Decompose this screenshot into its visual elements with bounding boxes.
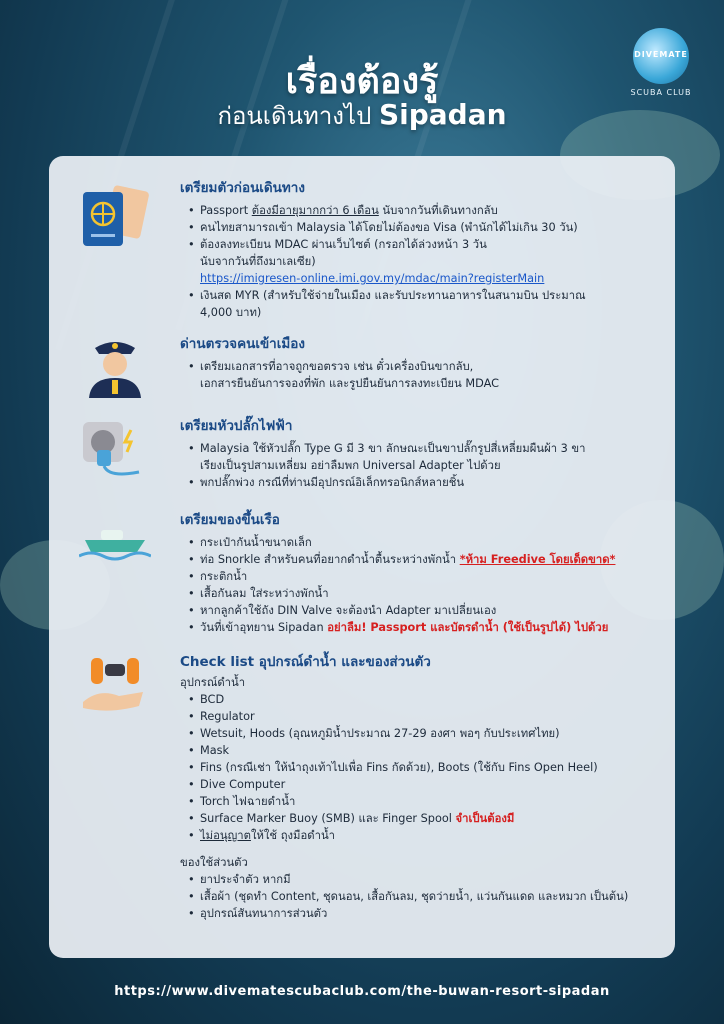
- personal-heading: ของใช้ส่วนตัว: [180, 856, 248, 869]
- list-item: • Dive Computer: [180, 776, 655, 793]
- list-item: • Regulator: [180, 708, 655, 725]
- list-item: [180, 619, 653, 636]
- section-plug-body: [180, 414, 653, 491]
- power-plug-icon: [79, 418, 151, 482]
- underlined-text: ไม่อนุญาต: [200, 829, 251, 842]
- speedboat-icon: [79, 510, 151, 574]
- mdac-link[interactable]: https://imigresen-online.imi.gov.my/mdac/main?registerMain: [200, 272, 545, 285]
- section-immigration-body: [180, 332, 653, 392]
- list-item: • Torch ไฟฉายดำน้ำ: [180, 793, 655, 810]
- list-item: • เสื้อผ้า (ชุดทำ Content, ชุดนอน, เสื้อกันลม, ชุดว่ายน้ำ, แว่นกันแดด และหมวก เป็นต้น): [180, 888, 655, 905]
- underlined-text: ต้องมีอายุมากกว่า 6 เดือน: [251, 204, 379, 217]
- list-item: [180, 202, 653, 219]
- text: • เงินสด MYR (สำหรับใช้จ่ายในเมือง และรับประทานอาหารในสนามบิน ประมาณ: [200, 289, 586, 302]
- section-checklist-body: [180, 650, 653, 676]
- section-title: เตรียมหัวปลั๊กไฟฟ้า: [180, 418, 293, 434]
- list-item: • อุปกรณ์สันทนาการส่วนตัว: [180, 905, 655, 922]
- logo-subtitle: SCUBA CLUB: [630, 88, 692, 97]
- text: 4,000 บาท): [200, 306, 262, 319]
- list-item: • กระเป๋ากันน้ำขนาดเล็ก: [180, 534, 653, 551]
- section-title: เตรียมของขึ้นเรือ: [180, 512, 280, 528]
- section-boat-body: [180, 508, 653, 636]
- text: เอกสารยืนยันการจองที่พัก และรูปยืนยันการลงทะเบียน MDAC: [200, 377, 499, 390]
- text: ให้ใช้ ถุงมือดำน้ำ: [250, 829, 336, 842]
- footer-url[interactable]: https://www.divematescubaclub.com/the-buwan-resort-sipadan: [114, 984, 610, 999]
- list-item: • BCD: [180, 691, 655, 708]
- subtitle-prefix: ก่อนเดินทางไป: [217, 102, 372, 130]
- section-title: Check list อุปกรณ์ดำน้ำ และของส่วนตัว: [180, 654, 431, 670]
- list-item: [180, 827, 655, 844]
- section-title: เตรียมตัวก่อนเดินทาง: [180, 180, 305, 196]
- list-item: • เสื้อกันลม ใส่ระหว่างพักน้ำ: [180, 585, 653, 602]
- warning-text: อย่าลืม! Passport และบัตรดำน้ำ (ใช้เป็นรูปได้) ไปด้วย: [327, 621, 609, 634]
- page-title: เรื่องต้องรู้: [285, 61, 439, 102]
- list-item: • Mask: [180, 742, 655, 759]
- text: วันที่เข้าอุทยาน Sipadan: [200, 621, 328, 634]
- list-item: [180, 287, 653, 321]
- text: Surface Marker Buoy (SMB) และ Finger Spool: [200, 812, 456, 825]
- text: • ต้องลงทะเบียน MDAC ผ่านเว็บไซต์ (กรอกได้ล่วงหน้า 3 วัน: [200, 238, 487, 251]
- list-item: • กระติกน้ำ: [180, 568, 653, 585]
- list-item: • ยาประจำตัว หากมี: [180, 871, 655, 888]
- list-item: [180, 236, 653, 287]
- gear-heading: อุปกรณ์ดำน้ำ: [180, 676, 246, 689]
- list-item: • คนไทยสามารถเข้า Malaysia ได้โดยไม่ต้องขอ Visa (พำนักได้ไม่เกิน 30 วัน): [180, 219, 653, 236]
- list-item: • หากลูกค้าใช้ถัง DIN Valve จะต้องนำ Adapter มาเปลี่ยนเอง: [180, 602, 653, 619]
- checklist-content: [180, 674, 655, 922]
- list-item: [180, 810, 655, 827]
- text: Passport: [200, 204, 252, 217]
- warning-text: จำเป็นต้องมี: [455, 812, 515, 825]
- text: นับจากวันที่ถึงมาเลเซีย): [200, 255, 316, 268]
- section-title: ด่านตรวจคนเข้าเมือง: [180, 336, 305, 352]
- text: เรียงเป็นรูปสามเหลี่ยม อย่าลืมพก Universal Adapter ไปด้วย: [200, 459, 501, 472]
- info-card: [49, 156, 675, 958]
- list-item: • Fins (กรณีเช่า ให้นำถุงเท้าไปเพื่อ Fins กัดด้วย), Boots (ใช้กับ Fins Open Heel): [180, 759, 655, 776]
- text: • เตรียมเอกสารที่อาจถูกขอตรวจ เช่น ตั๋วเครื่องบินขากลับ,: [200, 360, 474, 373]
- list-item: [180, 358, 653, 392]
- list-item: [180, 440, 653, 474]
- list-item: [180, 551, 653, 568]
- list-item: • Wetsuit, Hoods (อุณหภูมิน้ำประมาณ 27-29 องศา พอๆ กับประเทศไทย): [180, 725, 655, 742]
- warning-text: *ห้าม Freedive โดยเด็ดขาด*: [459, 553, 616, 566]
- subtitle-destination: Sipadan: [378, 98, 507, 131]
- officer-icon: [79, 334, 151, 398]
- page-subtitle: [0, 96, 724, 135]
- dive-gear-icon: [79, 652, 151, 716]
- list-item: • พกปลั๊กพ่วง กรณีที่ท่านมีอุปกรณ์อิเล็กทรอนิกส์หลายชิ้น: [180, 474, 653, 491]
- section-prep-body: [180, 176, 653, 321]
- text: นับจากวันที่เดินทางกลับ: [378, 204, 498, 217]
- logo-mark-text: DIVEMATE: [634, 50, 688, 59]
- passport-icon: [79, 184, 151, 248]
- text: ท่อ Snorkle สำหรับคนที่อยากดำน้ำตื้นระหว่างพักน้ำ: [200, 553, 460, 566]
- text: • Malaysia ใช้หัวปลั๊ก Type G มี 3 ขา ลักษณะเป็นขาปลั๊กรูปสี่เหลี่ยมผืนผ้า 3 ขา: [200, 442, 586, 455]
